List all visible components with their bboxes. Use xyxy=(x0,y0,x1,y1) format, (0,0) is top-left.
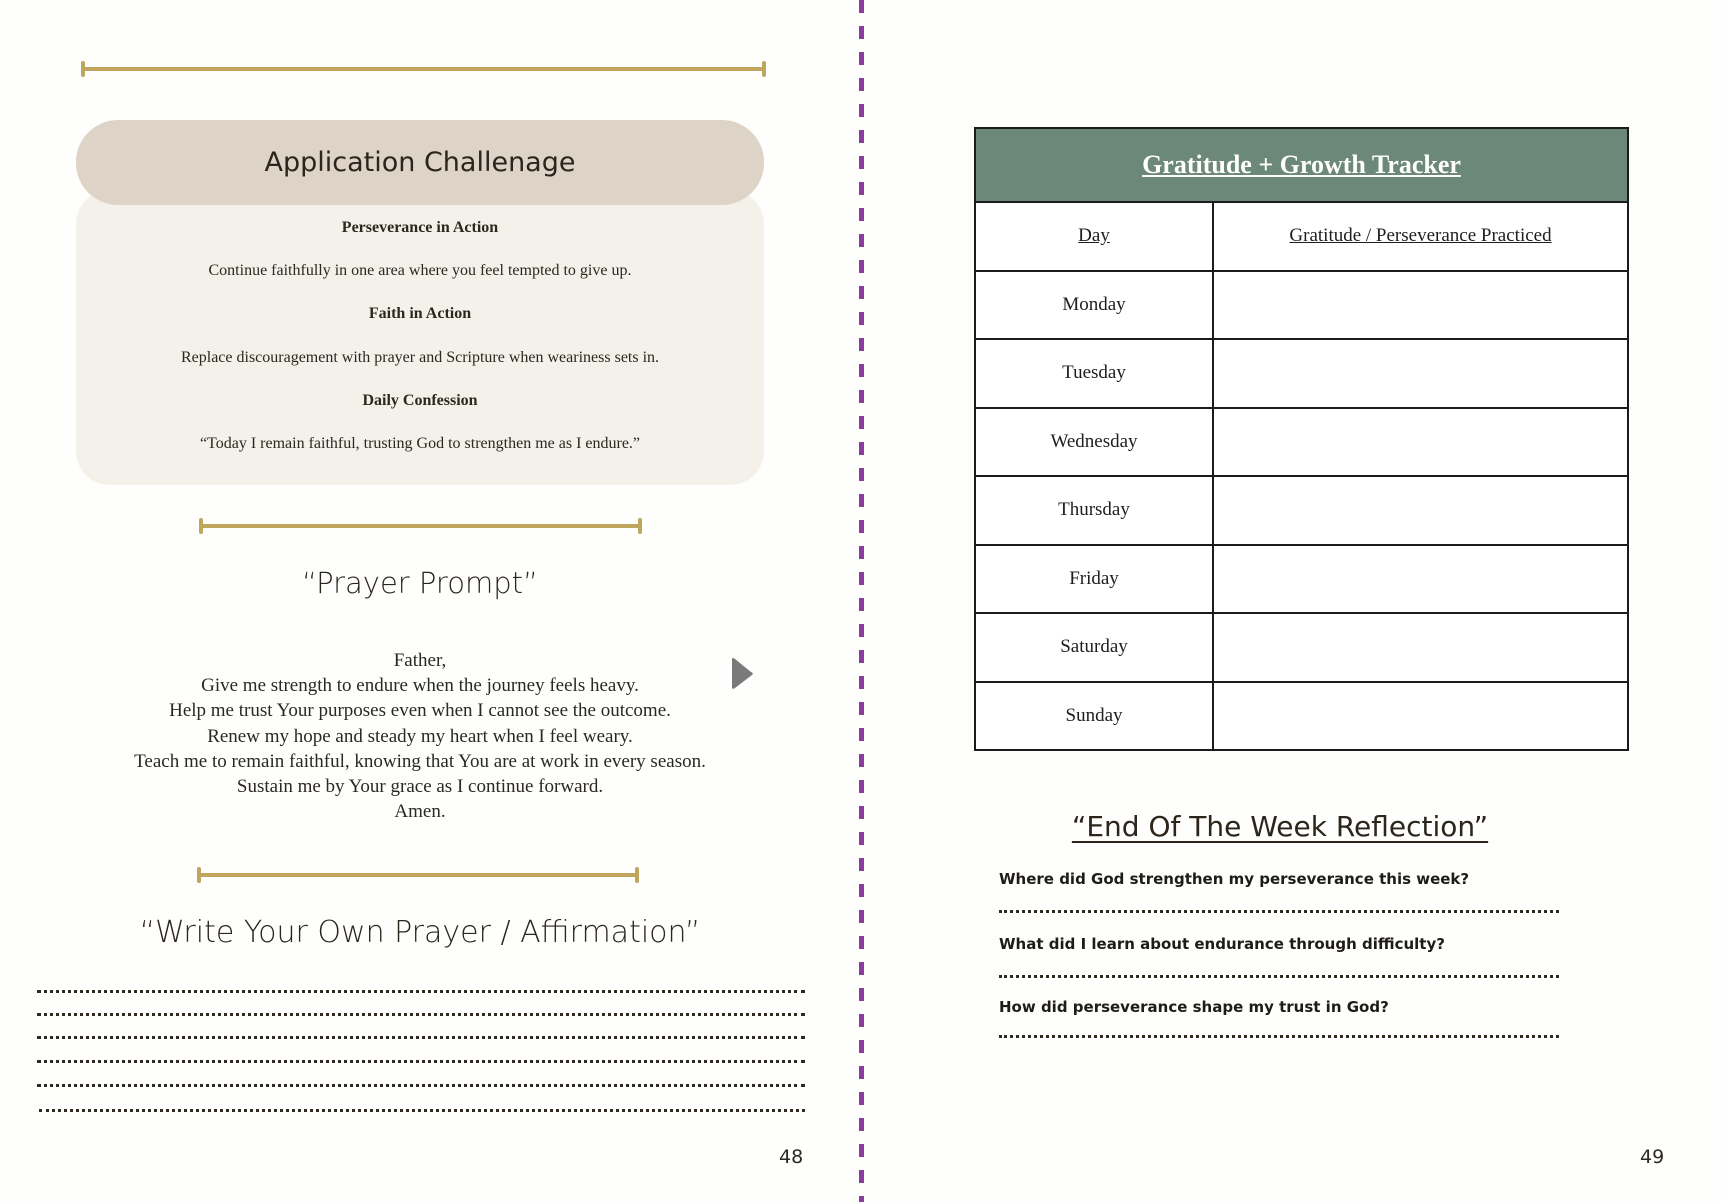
answer-line[interactable] xyxy=(999,910,1559,913)
prayer-line: Teach me to remain faithful, knowing that You are at work in every season. xyxy=(134,750,706,772)
reflection-question: How did perseverance shape my trust in God? xyxy=(999,998,1389,1016)
entry-cell[interactable] xyxy=(1213,271,1628,340)
column-header-gratitude: Gratitude / Perseverance Practiced xyxy=(1213,202,1628,271)
challenge-heading-faith: Faith in Action xyxy=(368,305,472,322)
writing-line[interactable] xyxy=(39,1109,805,1112)
entry-cell[interactable] xyxy=(1213,339,1628,408)
day-cell: Tuesday xyxy=(975,339,1213,408)
table-row xyxy=(975,271,1628,340)
reflection-question: Where did God strengthen my perseverance this week? xyxy=(999,870,1470,888)
challenge-heading-confession: Daily Confession xyxy=(362,392,478,409)
answer-line[interactable] xyxy=(999,1035,1559,1038)
reflection-question: What did I learn about endurance through difficulty? xyxy=(999,935,1445,953)
page-number-left: 48 xyxy=(779,1146,804,1168)
top-gold-rule xyxy=(82,67,765,71)
answer-line[interactable] xyxy=(999,975,1559,978)
entry-cell[interactable] xyxy=(1213,613,1628,682)
prayer-line: Father, xyxy=(393,650,447,671)
day-cell: Friday xyxy=(975,545,1213,614)
column-header-day: Day xyxy=(975,202,1213,271)
challenge-text-perseverance: Continue faithfully in one area where you feel tempted to give up. xyxy=(208,262,632,279)
page-number-right: 49 xyxy=(1640,1146,1665,1168)
writing-line[interactable] xyxy=(37,1036,805,1039)
prayer-line: Renew my hope and steady my heart when I feel weary. xyxy=(207,725,633,747)
page-divider xyxy=(859,0,864,1202)
challenge-text-confession: “Today I remain faithful, trusting God to strengthen me as I endure.” xyxy=(199,435,641,452)
writing-line[interactable] xyxy=(37,990,805,993)
entry-cell[interactable] xyxy=(1213,682,1628,751)
table-row xyxy=(975,339,1628,408)
table-row xyxy=(975,408,1628,477)
mouse-cursor-icon xyxy=(729,657,755,691)
entry-cell[interactable] xyxy=(1213,545,1628,614)
table-row xyxy=(975,613,1628,682)
day-cell: Sunday xyxy=(975,682,1213,751)
prayer-line: Help me trust Your purposes even when I cannot see the outcome. xyxy=(169,700,671,722)
day-cell: Wednesday xyxy=(975,408,1213,477)
table-row xyxy=(975,682,1628,751)
prayer-line: Sustain me by Your grace as I continue forward. xyxy=(236,776,604,798)
bottom-gold-rule xyxy=(198,873,638,877)
challenge-title: Application Challenage xyxy=(76,120,764,205)
tracker-title: Gratitude + Growth Tracker xyxy=(975,128,1628,202)
day-cell: Monday xyxy=(975,271,1213,340)
middle-gold-rule xyxy=(200,524,641,528)
table-row xyxy=(975,476,1628,545)
prayer-prompt-title: “Prayer Prompt” xyxy=(301,566,538,600)
writing-line[interactable] xyxy=(37,1060,805,1063)
writing-line[interactable] xyxy=(37,1013,805,1016)
day-cell: Thursday xyxy=(975,476,1213,545)
entry-cell[interactable] xyxy=(1213,408,1628,477)
write-own-title: “Write Your Own Prayer / Affirmation” xyxy=(139,915,701,950)
table-row xyxy=(975,545,1628,614)
entry-cell[interactable] xyxy=(1213,476,1628,545)
prayer-line: Amen. xyxy=(394,801,446,823)
challenge-heading-perseverance: Perseverance in Action xyxy=(341,219,499,236)
reflection-title: “End Of The Week Reflection” xyxy=(1071,810,1489,843)
prayer-text xyxy=(76,648,764,824)
challenge-text-faith: Replace discouragement with prayer and Scripture when weariness sets in. xyxy=(180,349,660,366)
prayer-line: Give me strength to endure when the journey feels heavy. xyxy=(201,675,639,697)
gratitude-tracker xyxy=(974,127,1629,751)
day-cell: Saturday xyxy=(975,613,1213,682)
writing-line[interactable] xyxy=(37,1084,805,1087)
